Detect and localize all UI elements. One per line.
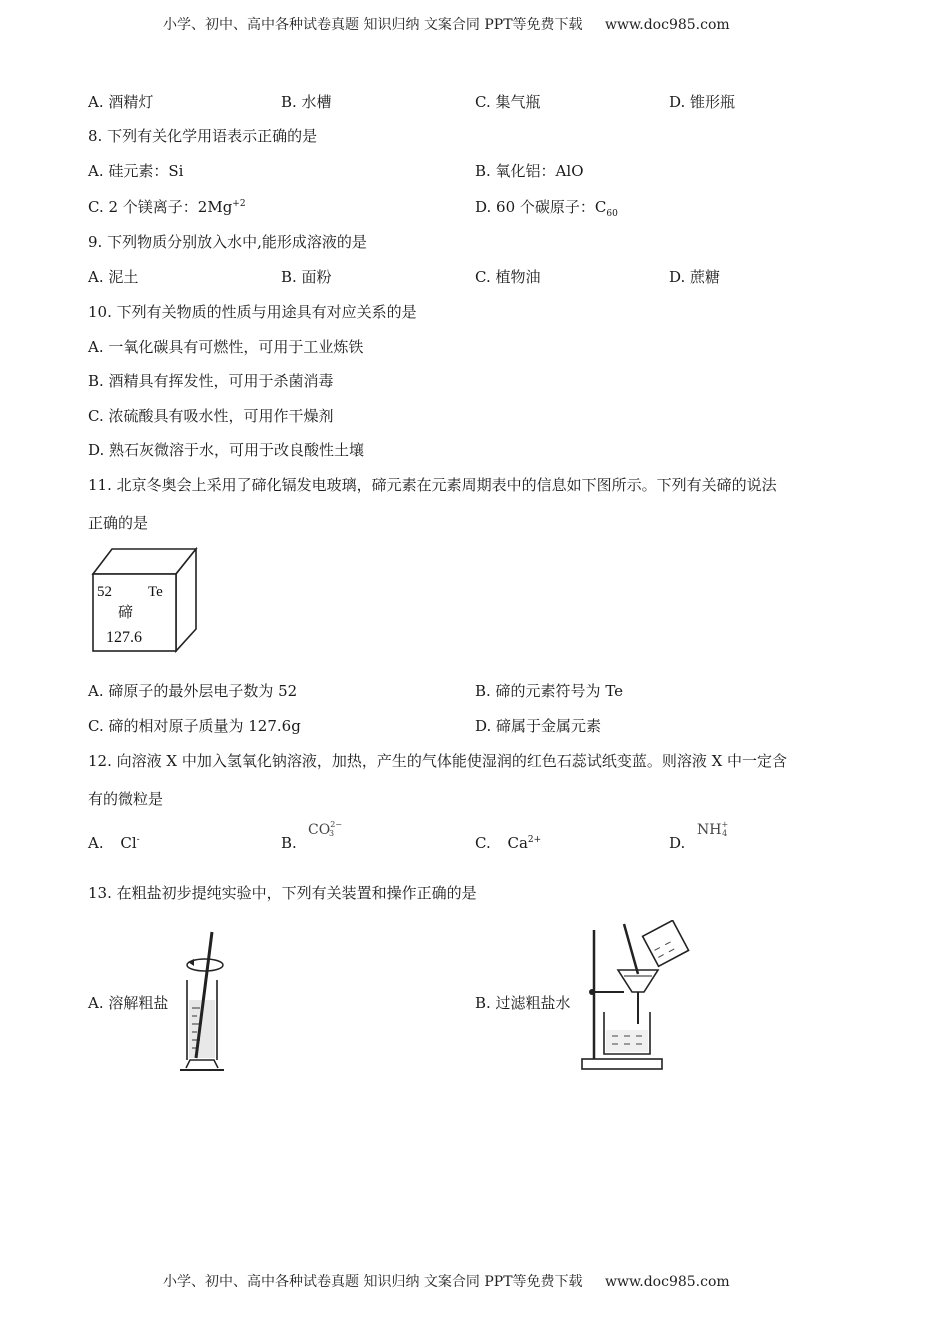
q9-option-a: A. 泥土 [88, 268, 139, 286]
q12-option-d-label: D. [669, 834, 686, 852]
q8-stem: 8. 下列有关化学用语表示正确的是 [88, 127, 318, 145]
q11-stem-line1: 11. 北京冬奥会上采用了碲化镉发电玻璃，碲元素在元素周期表中的信息如下图所示。下列有关碲的说法 [88, 476, 777, 494]
q12-option-b-ion-group [308, 820, 342, 838]
q12-option-a [88, 834, 140, 852]
q13-option-a: A. 溶解粗盐 [88, 994, 169, 1012]
q9-option-b: B. 面粉 [281, 268, 332, 286]
q9-option-c: C. 植物油 [475, 268, 541, 286]
q12-stem-line1: 12. 向溶液 X 中加入氢氧化钠溶液，加热，产生的气体能使湿润的红色石蕊试纸变蓝。则溶液 X 中一定含 [88, 752, 788, 770]
q7-option-c: C. 集气瓶 [475, 93, 541, 111]
stand-base [582, 1059, 662, 1069]
beaker-liquid [606, 1030, 648, 1052]
q12-option-d-ion: NH [697, 822, 722, 838]
element-atomic-mass: 127.6 [106, 629, 142, 646]
q8-option-b: B. 氧化铝：AlO [475, 162, 584, 180]
q8-option-a: A. 硅元素：Si [88, 162, 184, 180]
q12-option-a-ion: Cl [120, 834, 137, 852]
header-text: 小学、初中、高中各种试卷真题 知识归纳 文案合同 PPT等免费下载 [163, 17, 583, 33]
q8-option-d [475, 196, 618, 217]
pouring-beaker-body [643, 920, 689, 966]
page-footer [163, 1271, 730, 1291]
pouring-beaker [643, 920, 689, 966]
q12-option-c-label: C. [475, 834, 491, 852]
q13-stem: 13. 在粗盐初步提纯实验中，下列有关装置和操作正确的是 [88, 884, 477, 902]
q12-option-c [475, 834, 541, 852]
q9-option-d: D. 蔗糖 [669, 268, 721, 286]
q12-option-d-subscript: 4 [722, 829, 728, 838]
q12-stem-line2: 有的微粒是 [88, 790, 164, 808]
footer-url: www.doc985.com [604, 1274, 730, 1290]
q7-option-a: A. 酒精灯 [88, 93, 154, 111]
q11-stem-line2: 正确的是 [88, 514, 149, 532]
stirring-arrowhead [188, 959, 194, 966]
q12-option-c-ion: Ca [507, 834, 528, 852]
header-url: www.doc985.com [604, 17, 730, 33]
q12-option-b-ion: CO [308, 822, 331, 838]
element-symbol: Te [148, 584, 163, 600]
pouring-glass-rod [624, 924, 638, 974]
q8-option-d-subscript: 60 [606, 209, 618, 219]
q7-option-d: D. 锥形瓶 [669, 93, 736, 111]
element-name: 碲 [118, 603, 134, 621]
q12-option-d-charge: + [721, 820, 729, 829]
q12-option-d-ion-group [697, 822, 727, 838]
q10-stem: 10. 下列有关物质的性质与用途具有对应关系的是 [88, 303, 417, 321]
q10-option-d: D. 熟石灰微溶于水，可用于改良酸性土壤 [88, 441, 365, 459]
q12-option-a-charge: - [136, 835, 140, 845]
q9-stem: 9. 下列物质分别放入水中,能形成溶液的是 [88, 233, 367, 251]
q10-option-c: C. 浓硫酸具有吸水性，可用作干燥剂 [88, 407, 334, 425]
q8-option-d-text: D. 60 个碳原子：C [475, 198, 607, 216]
element-atomic-number: 52 [97, 584, 112, 600]
q11-option-a: A. 碲原子的最外层电子数为 52 [88, 682, 298, 700]
q12-option-c-charge: 2+ [527, 835, 542, 845]
q12-option-b-charge: 2− [330, 820, 342, 829]
q12-option-b-subscript: 3 [329, 829, 335, 838]
q11-option-c: C. 碲的相对原子质量为 127.6g [88, 717, 301, 735]
cylinder-foot [186, 1060, 218, 1068]
q8-option-c-text: C. 2 个镁离子：2Mg [88, 198, 233, 216]
q8-option-c-charge: +2 [232, 199, 246, 209]
q12-option-b-label: B. [281, 834, 297, 852]
q11-option-b: B. 碲的元素符号为 Te [475, 682, 624, 700]
q7-option-b: B. 水槽 [281, 93, 332, 111]
q8-option-c [88, 196, 246, 217]
dissolving-salt-figure [172, 928, 232, 1076]
q12-option-a-label: A. [88, 834, 104, 852]
q13-option-b: B. 过滤粗盐水 [475, 994, 571, 1012]
q10-option-b: B. 酒精具有挥发性，可用于杀菌消毒 [88, 372, 334, 390]
tellurium-element-cell [90, 546, 200, 654]
footer-text: 小学、初中、高中各种试卷真题 知识归纳 文案合同 PPT等免费下载 [163, 1274, 583, 1290]
q11-option-d: D. 碲属于金属元素 [475, 717, 602, 735]
page-header [163, 14, 730, 34]
clamp-screw [589, 989, 595, 995]
q10-option-a: A. 一氧化碳具有可燃性，可用于工业炼铁 [88, 338, 364, 356]
filtration-figure [578, 920, 698, 1076]
